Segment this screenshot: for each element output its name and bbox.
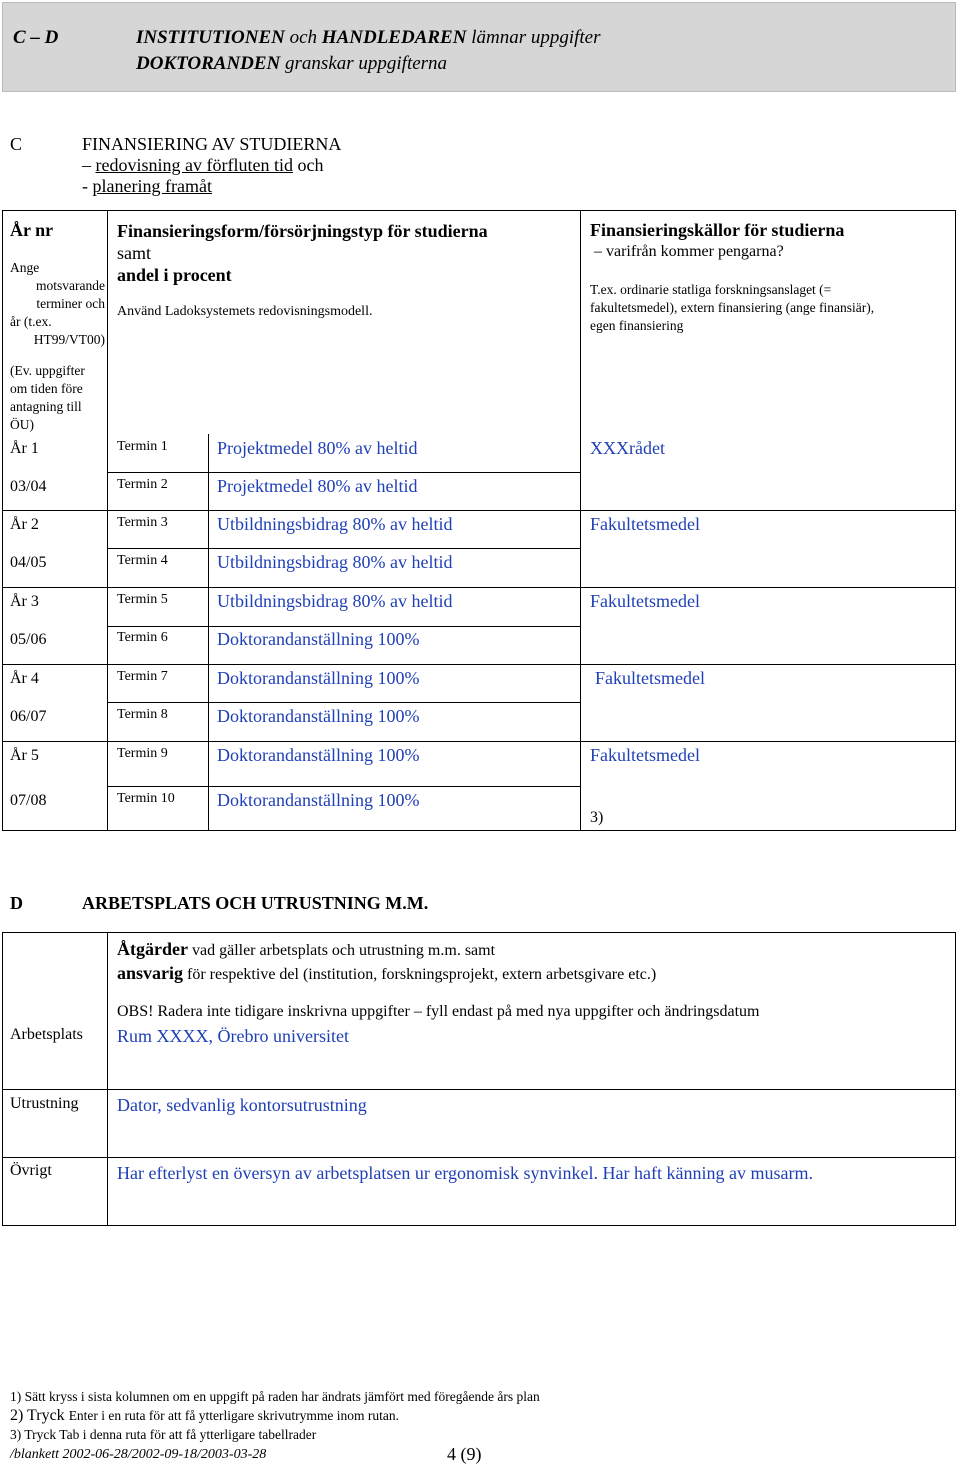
row-year: År 3 — [10, 593, 39, 610]
section-c-sub2: - planering framåt — [82, 176, 212, 196]
col-form-header: Finansieringsform/försörjningstyp för studierna samt andel i procent — [117, 221, 488, 285]
row-financing-source[interactable]: Fakultetsmedel — [595, 668, 705, 688]
label-ovrigt: Övrigt — [10, 1162, 52, 1179]
row-financing-source[interactable]: Fakultetsmedel — [590, 514, 700, 534]
row-financing-form[interactable]: Projektmedel 80% av heltid — [217, 476, 418, 496]
value-ovrigt[interactable]: Har efterlyst en översyn av arbetsplatsen ur ergonomisk synvinkel. Har haft känning av musarm. — [117, 1163, 813, 1183]
label-arbetsplats: Arbetsplats — [10, 1026, 83, 1043]
row-year: 05/06 — [10, 631, 47, 648]
row-year: 03/04 — [10, 478, 47, 495]
row-financing-form[interactable]: Utbildningsbidrag 80% av heltid — [217, 552, 453, 572]
footnote-3: 3) Tryck Tab i denna ruta för att få ytterligare tabellrader — [10, 1427, 317, 1442]
row-financing-form[interactable]: Doktorandanställning 100% — [217, 745, 420, 765]
row-financing-form[interactable]: Projektmedel 80% av heltid — [217, 438, 418, 458]
section-code: C – D — [13, 27, 59, 48]
row-term: Termin 2 — [117, 477, 168, 492]
header-line-2: DOKTORANDEN granskar uppgifterna — [136, 53, 448, 74]
header-line-1: INSTITUTIONEN och HANDLEDAREN lämnar uppgifter — [136, 27, 601, 48]
col-form-note: Använd Ladoksystemets redovisningsmodell. — [117, 304, 373, 319]
row-term: Termin 4 — [117, 553, 168, 568]
row-term: Termin 6 — [117, 630, 168, 645]
section-c-sub1: – redovisning av förfluten tid och — [82, 155, 324, 175]
footnote-2: 2) Tryck Enter i en ruta för att få ytterligare skrivutrymme inom rutan. — [10, 1407, 399, 1424]
label-utrustning: Utrustning — [10, 1095, 79, 1112]
row-term: Termin 8 — [117, 707, 168, 722]
row-financing-form[interactable]: Utbildningsbidrag 80% av heltid — [217, 591, 453, 611]
row-year: År 5 — [10, 747, 39, 764]
row-financing-form[interactable]: Doktorandanställning 100% — [217, 668, 420, 688]
section-c-title: FINANSIERING AV STUDIERNA — [82, 134, 342, 154]
row-term: Termin 1 — [117, 439, 168, 454]
row-financing-form[interactable]: Doktorandanställning 100% — [217, 706, 420, 726]
row-term: Termin 3 — [117, 515, 168, 530]
footnote-1: 1) Sätt kryss i sista kolumnen om en uppgift på raden har ändrats jämfört med föregående års plan — [10, 1389, 540, 1404]
value-arbetsplats[interactable]: Rum XXXX, Örebro universitet — [117, 1026, 349, 1046]
section-d-letter: D — [10, 893, 23, 913]
page-number: 4 (9) — [447, 1444, 482, 1464]
col-year-header: År nr — [10, 220, 54, 240]
row-financing-source[interactable]: Fakultetsmedel — [590, 745, 700, 765]
row-year: 06/07 — [10, 708, 47, 725]
value-utrustning[interactable]: Dator, sedvanlig kontorsutrustning — [117, 1095, 367, 1115]
row-year: År 2 — [10, 516, 39, 533]
col-year-pre-note: (Ev. uppgifter om tiden före antagning till ÖU) — [10, 363, 85, 432]
row-year: År 1 — [10, 440, 39, 457]
section-d-title: ARBETSPLATS OCH UTRUSTNING M.M. — [82, 893, 429, 913]
section-c-title-block — [82, 134, 341, 197]
row-year: 04/05 — [10, 554, 47, 571]
row-financing-source[interactable]: XXXrådet — [590, 438, 665, 458]
obs-note: OBS! Radera inte tidigare inskrivna uppgifter – fyll endast på med nya uppgifter och ändringsdatum — [117, 1003, 760, 1020]
col-year-note: Ange motsvarande terminer och år (t.ex. HT99/VT00) — [10, 260, 105, 347]
row-year: 07/08 — [10, 792, 47, 809]
row-footnote-ref: 3) — [590, 809, 604, 826]
row-financing-form[interactable]: Utbildningsbidrag 80% av heltid — [217, 514, 453, 534]
row-financing-form[interactable]: Doktorandanställning 100% — [217, 790, 420, 810]
header-band — [2, 2, 956, 92]
row-term: Termin 7 — [117, 669, 168, 684]
row-financing-source[interactable]: Fakultetsmedel — [590, 591, 700, 611]
section-d-intro: Åtgärder vad gäller arbetsplats och utrustning m.m. samt ansvarig för respektive del (institution, forskningsprojekt, extern arbetsgivare etc.) — [117, 939, 657, 983]
row-term: Termin 5 — [117, 592, 168, 607]
form-id: /blankett 2002-06-28/2002-09-18/2003-03-28 — [10, 1447, 267, 1462]
row-financing-form[interactable]: Doktorandanställning 100% — [217, 629, 420, 649]
footer-notes — [10, 1387, 950, 1444]
col-source-header: Finansieringskällor för studierna – varifrån kommer pengarna? — [590, 220, 845, 260]
section-c-letter: C — [10, 134, 23, 154]
col-source-note: T.ex. ordinarie statliga forskningsanslaget (= fakultetsmedel), extern finansiering (ange finansiär), egen finansiering — [590, 282, 875, 333]
row-term: Termin 9 — [117, 746, 168, 761]
row-term: Termin 10 — [117, 791, 175, 806]
row-year: År 4 — [10, 670, 39, 687]
